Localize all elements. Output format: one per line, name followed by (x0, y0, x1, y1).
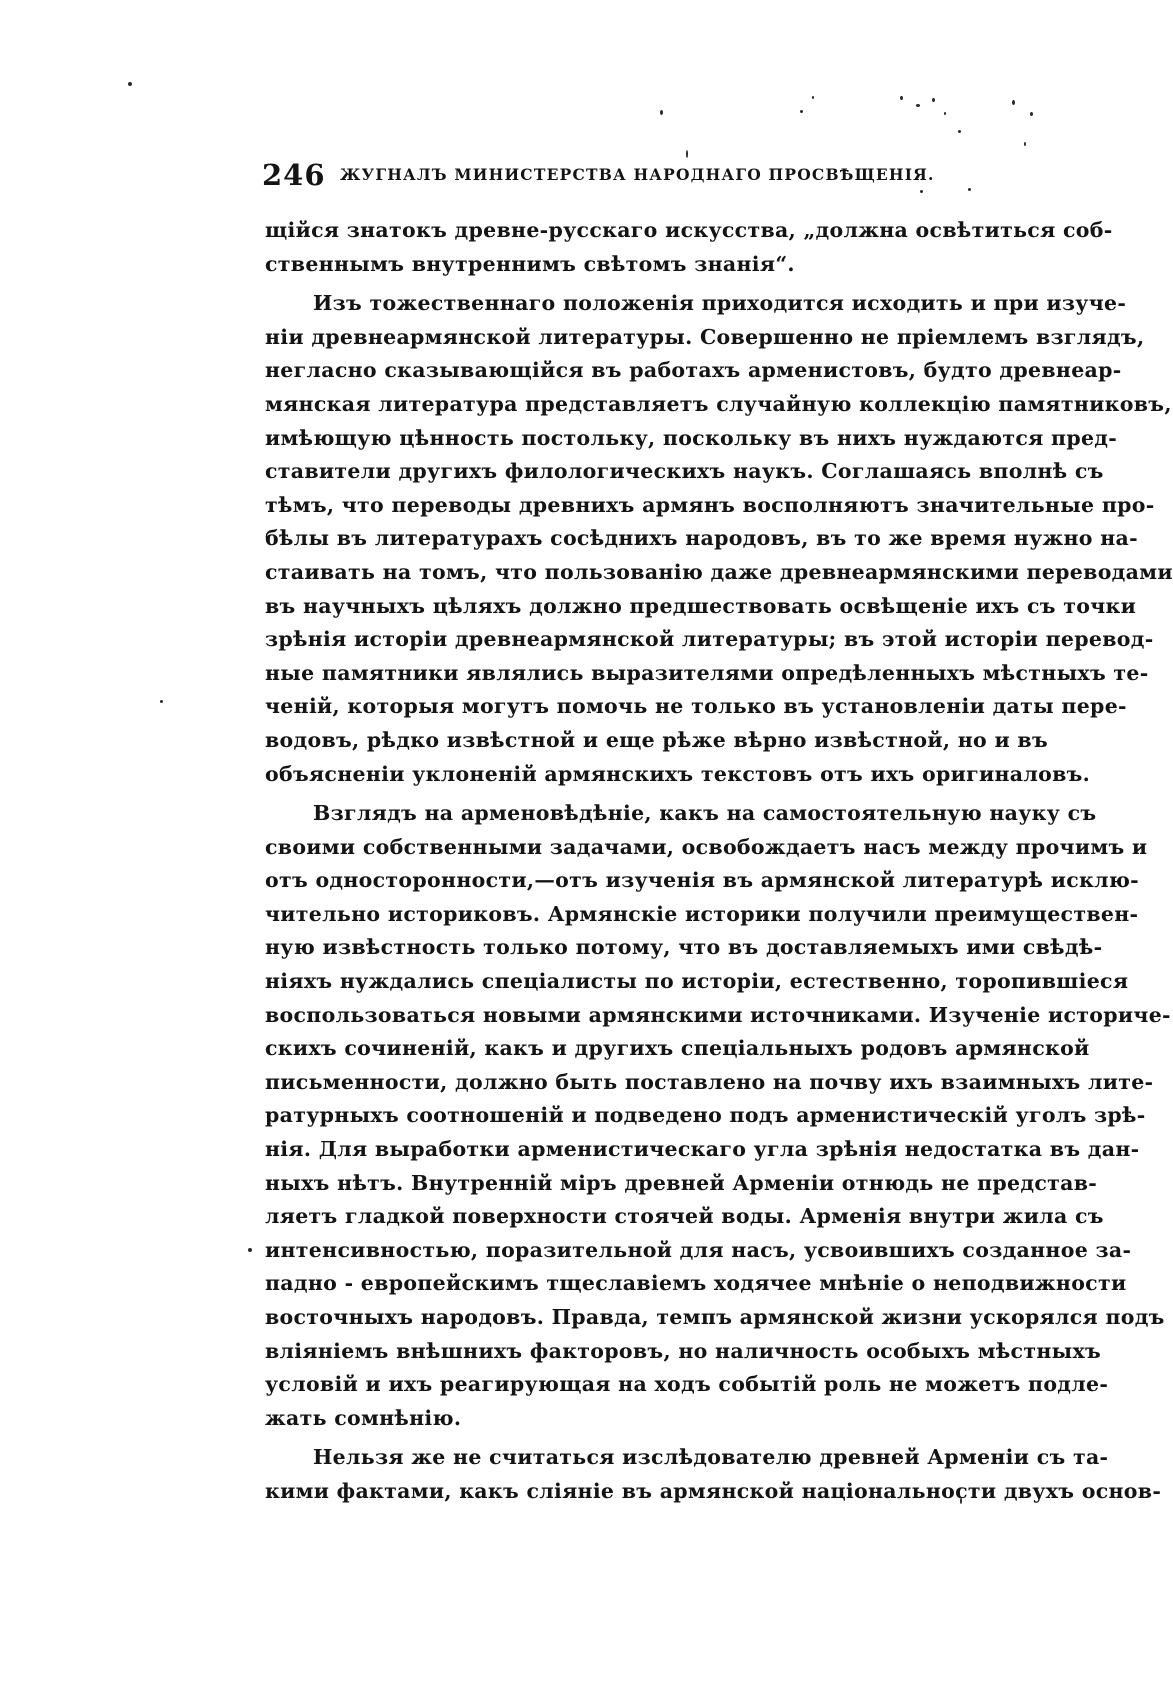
body-text (265, 214, 1173, 1509)
text-line: ніи древнеармянской литературы. Совершенно не пріемлемъ взглядъ, (265, 324, 1145, 349)
running-header (262, 158, 935, 198)
scan-speck (160, 700, 163, 703)
text-line: ченій, которыя могутъ помочь не только въ установленіи даты пере- (265, 694, 1127, 719)
text-line: негласно сказывающійся въ работахъ арменистовъ, будто древнеар- (265, 358, 1122, 383)
scan-speck (800, 110, 803, 113)
text-line: восточныхъ народовъ. Правда, темпъ армянской жизни ускорялся подъ (265, 1305, 1165, 1329)
scan-speck (932, 98, 935, 102)
scan-speck (916, 104, 920, 107)
scan-speck (686, 150, 688, 158)
text-line: тѣмъ, что переводы древнихъ армянъ восполняютъ значительные про- (265, 492, 1155, 517)
journal-title: ЖУГНАЛЪ МИНИСТЕРСТВА НАРОДНАГО ПРОСВѢЩЕНІЯ. (340, 165, 935, 184)
scan-speck (248, 1248, 252, 1252)
paragraph (265, 214, 1113, 281)
text-line: кими фактами, какъ сліяніе въ армянской національности двухъ основ- (265, 1478, 1162, 1503)
text-line: Изъ тожественнаго положенія приходится исходить и при изуче- (313, 291, 1127, 316)
text-line: ные памятники являлись выразителями опредѣленныхъ мѣстныхъ те- (265, 660, 1149, 685)
scan-speck (958, 130, 961, 133)
text-line: условій и ихъ реагирующая на ходъ событій роль не можетъ подле- (265, 1372, 1109, 1397)
scan-speck (1030, 112, 1033, 116)
text-line: зрѣнія исторіи древнеармянской литературы; въ этой исторіи перевод- (265, 627, 1154, 652)
text-line: объясненіи уклоненій армянскихъ текстовъ отъ ихъ оригиналовъ. (265, 761, 1091, 786)
text-line: ляетъ гладкой поверхности стоячей воды. Арменія внутри жила съ (265, 1204, 1104, 1229)
text-line: имѣющую цѣнность постольку, поскольку въ нихъ нуждаются пред- (265, 425, 1118, 450)
text-line: отъ односторонности,—отъ изученія въ армянской литературѣ исклю- (265, 868, 1139, 893)
text-line: ратурныхъ соотношеній и подведено подъ арменистическій уголъ зрѣ- (265, 1103, 1146, 1128)
text-line: въ научныхъ цѣляхъ должно предшествовать освѣщеніе ихъ съ точки (265, 593, 1137, 618)
text-line: вліяніемъ внѣшнихъ факторовъ, но наличность особыхъ мѣстныхъ (265, 1338, 1102, 1363)
paragraph (265, 797, 1171, 1435)
text-line: Нельзя же не считаться изслѣдователю древней Арменіи съ та- (313, 1445, 1109, 1470)
scan-speck (1012, 100, 1015, 105)
paragraph (265, 1441, 1162, 1508)
text-line: ственнымъ внутреннимъ свѣтомъ знанія“. (265, 251, 795, 276)
scan-speck (900, 96, 903, 100)
text-line: стаивать на томъ, что пользованію даже древнеармянскими переводами (265, 559, 1173, 584)
text-line: мянская литература представляетъ случайную коллекцію памятниковъ, (265, 391, 1172, 416)
text-line: нія. Для выработки арменистическаго угла зрѣнія недостатка въ дан- (265, 1137, 1140, 1162)
text-line: ныхъ нѣтъ. Внутренній міръ древней Арменіи отнюдь не представ- (265, 1170, 1098, 1195)
text-line: ную извѣстность только потому, что въ доставляемыхъ ими свѣдѣ- (265, 935, 1103, 960)
text-line: жать сомнѣнію. (265, 1405, 462, 1430)
text-line: бѣлы въ литературахъ сосѣднихъ народовъ, въ то же время нужно на- (265, 526, 1138, 551)
text-line: водовъ, рѣдко извѣстной и еще рѣже вѣрно извѣстной, но и въ (265, 727, 1048, 752)
text-line: падно - европейскимъ тщеславіемъ ходячее мнѣніе о неподвижности (265, 1271, 1127, 1296)
text-line: интенсивностью, поразительной для насъ, усвоившихъ созданное за- (265, 1237, 1132, 1262)
scan-speck (660, 110, 663, 115)
scan-speck (920, 190, 923, 193)
text-line: письменности, должно быть поставлено на почву ихъ взаимныхъ лите- (265, 1069, 1154, 1094)
paragraph (265, 287, 1173, 791)
text-line: Взглядъ на арменовѣдѣніе, какъ на самостоятельную науку съ (313, 801, 1097, 826)
scan-speck (968, 188, 971, 191)
scan-speck (1024, 142, 1026, 146)
text-line: чительно историковъ. Армянскіе историки получили преимуществен- (265, 901, 1139, 926)
text-line: ніяхъ нуждались спеціалисты по исторіи, естественно, торопившіеся (265, 969, 1129, 994)
text-line: ставители другихъ филологическихъ наукъ. Соглашаясь вполнѣ съ (265, 459, 1104, 484)
text-line: своими собственными задачами, освобождаетъ насъ между прочимъ и (265, 834, 1148, 859)
scan-speck (128, 82, 132, 86)
scan-speck (812, 96, 814, 99)
text-line: воспользоваться новыми армянскими источниками. Изученіе историче- (265, 1002, 1171, 1027)
text-line: скихъ сочиненій, какъ и другихъ спеціальныхъ родовъ армянской (265, 1036, 1090, 1061)
page-number: 246 (262, 158, 326, 192)
scan-speck (944, 112, 946, 115)
text-line: щійся знатокъ древне-русскаго искусства, „должна освѣтиться соб- (265, 218, 1113, 242)
